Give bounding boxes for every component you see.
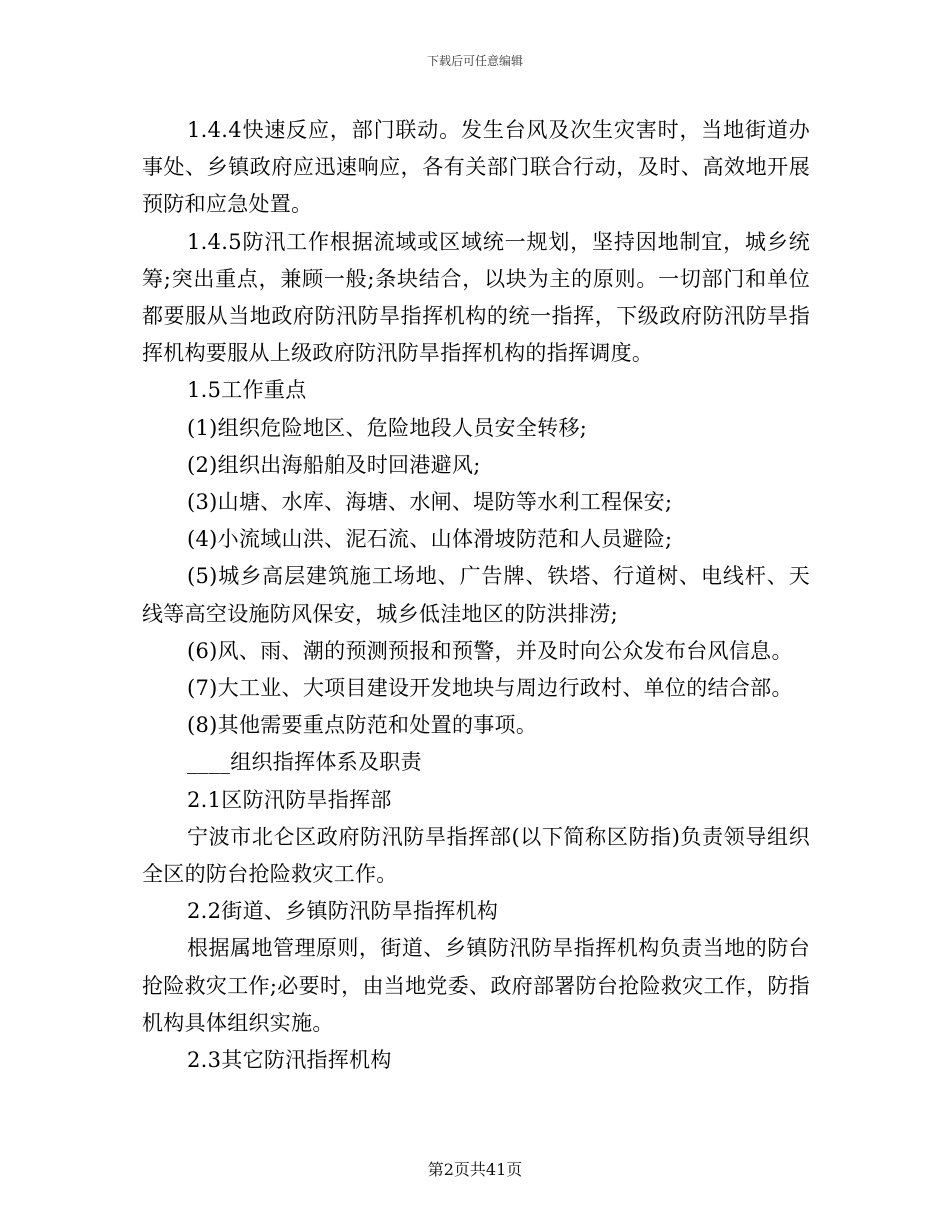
paragraph-1-4-4: 1.4.4快速反应，部门联动。发生台风及次生灾害时，当地街道办事处、乡镇政府应迅速响应，各有关部门联合行动，及时、高效地开展预防和应急处置。	[142, 118, 810, 217]
document-body	[142, 112, 810, 1079]
heading-2-3: 2.3其它防汛指挥机构	[187, 1048, 392, 1073]
paragraph-2-2: 根据属地管理原则，街道、乡镇防汛防旱指挥机构负责当地的防台抢险救灾工作;必要时，由当地党委、政府部署防台抢险救灾工作，防指机构具体组织实施。	[142, 936, 810, 1035]
heading-2-2: 2.2街道、乡镇防汛防旱指挥机构	[187, 899, 499, 924]
list-item-2: (2)组织出海船舶及时回港避风;	[187, 452, 481, 477]
list-item-6: (6)风、雨、潮的预测预报和预警，并及时向公众发布台风信息。	[187, 638, 793, 663]
list-item-5: (5)城乡高层建筑施工场地、广告牌、铁塔、行道树、电线杆、天线等高空设施防风保安，城乡低洼地区的防洪排涝;	[142, 564, 810, 626]
paragraph-2-1: 宁波市北仑区政府防汛防旱指挥部(以下简称区防指)负责领导组织全区的防台抢险救灾工作。	[142, 824, 810, 887]
list-item-3: (3)山塘、水库、海塘、水闸、堤防等水利工程保安;	[187, 490, 673, 515]
list-item-8: (8)其他需要重点防范和处置的事项。	[187, 713, 538, 738]
list-item-4: (4)小流域山洪、泥石流、山体滑坡防范和人员避险;	[187, 527, 673, 552]
page-header: 下载后可任意编辑	[426, 54, 523, 68]
section-heading-2: ____组织指挥体系及职责	[187, 750, 422, 775]
list-item-1: (1)组织危险地区、危险地段人员安全转移;	[187, 415, 588, 440]
paragraph-1-4-5: 1.4.5防汛工作根据流域或区域统一规划，坚持因地制宜，城乡统筹;突出重点，兼顾一般;条块结合，以块为主的原则。一切部门和单位都要服从当地政府防汛防旱指挥机构的统一指挥，下级政府防汛防旱指挥机构要服从上级政府防汛防旱指挥机构的指挥调度。	[142, 229, 810, 366]
heading-1-5: 1.5工作重点	[187, 378, 307, 403]
list-item-7: (7)大工业、大项目建设开发地块与周边行政村、单位的结合部。	[187, 676, 793, 701]
page-footer: 第2页共41页	[427, 1160, 523, 1179]
heading-2-1: 2.1区防汛防旱指挥部	[187, 787, 392, 812]
